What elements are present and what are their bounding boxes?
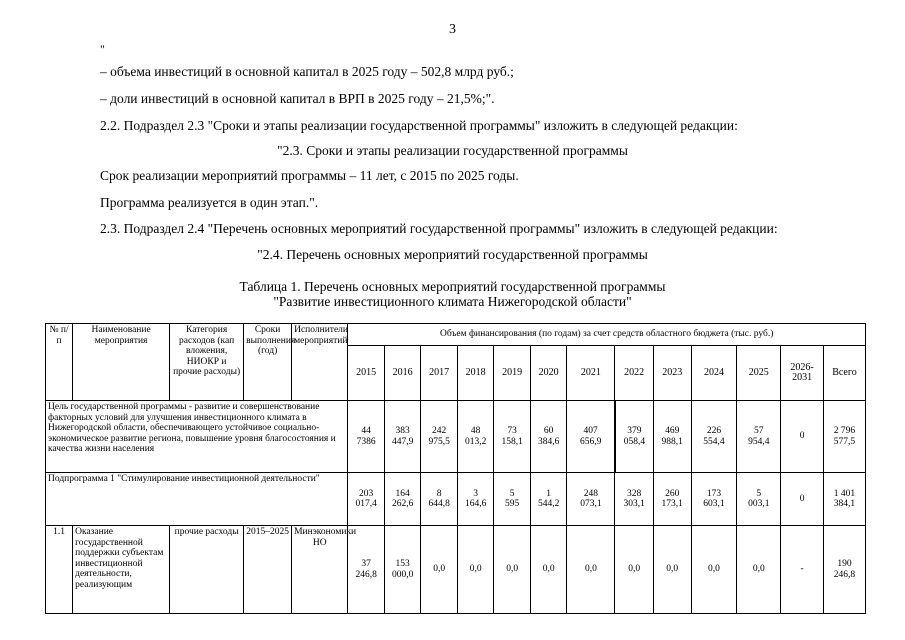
goal-value: 60 384,6	[530, 401, 567, 473]
year-header: 2019	[494, 346, 531, 401]
goal-label: Цель государственной программы - развитие и совершенствование факторных условий для улучшения инвестиционного климата в Нижегородской области, обеспечивающего устойчивое социально-экономическое развитие региона, повышение уровня благосостояния и качества жизни населения	[46, 401, 348, 473]
goal-value: 44 7386	[348, 401, 385, 473]
year-header: 2026-2031	[781, 346, 824, 401]
heading-measures-list: "2.4. Перечень основных мероприятий государственной программы	[257, 247, 648, 262]
year-header: 2022	[615, 346, 654, 401]
subprogram-value: 248 073,1	[567, 473, 615, 526]
page-number: 3	[449, 22, 456, 37]
item-value-total: 190 246,8	[823, 526, 865, 614]
header-row-1	[46, 324, 866, 346]
table-row-subprogram	[46, 473, 866, 526]
subprogram-value: 8 644,8	[421, 473, 458, 526]
year-header: 2023	[653, 346, 691, 401]
paragraph-term: Срок реализации мероприятий программы – 11 лет, с 2015 по 2025 годы.	[100, 168, 519, 183]
subprogram-value: 164 262,6	[384, 473, 421, 526]
year-header: 2024	[691, 346, 737, 401]
item-value: 0,0	[737, 526, 781, 614]
item-value: 0,0	[653, 526, 691, 614]
year-header: 2021	[567, 346, 615, 401]
heading-terms-stages: "2.3. Сроки и этапы реализации государственной программы	[277, 143, 628, 158]
paragraph-subsection-2-4: 2.3. Подраздел 2.4 "Перечень основных мероприятий государственной программы" изложить в следующей редакции:	[100, 221, 778, 236]
measures-table	[45, 323, 866, 614]
table-title-line-2: "Развитие инвестиционного климата Нижегородской области"	[273, 294, 632, 309]
subprogram-value: 1 544,2	[530, 473, 567, 526]
item-executor: Минэкономики НО	[292, 526, 348, 614]
subprogram-value: 260 173,1	[653, 473, 691, 526]
item-value: 0,0	[457, 526, 494, 614]
item-value: 37 246,8	[348, 526, 385, 614]
goal-value: 407 656,9	[567, 401, 615, 473]
paragraph-one-stage: Программа реализуется в один этап.".	[100, 195, 319, 210]
item-category: прочие расходы	[170, 526, 244, 614]
subprogram-value: 5 003,1	[737, 473, 781, 526]
goal-value: 73 158,1	[494, 401, 531, 473]
opening-quote: "	[100, 42, 105, 56]
goal-value: 242 975,5	[421, 401, 458, 473]
goal-value: 379 058,4	[615, 401, 654, 473]
goal-value: 469 988,1	[653, 401, 691, 473]
subprogram-value: 0	[781, 473, 824, 526]
item-value: 0,0	[615, 526, 654, 614]
item-value: 0,0	[530, 526, 567, 614]
table-row-item-1-1	[46, 526, 866, 614]
item-value: 0,0	[567, 526, 615, 614]
goal-value: 226 554,4	[691, 401, 737, 473]
year-header: 2025	[737, 346, 781, 401]
subprogram-label: Подпрограмма 1 "Стимулирование инвестиционной деятельности"	[46, 473, 348, 526]
item-value: -	[781, 526, 824, 614]
goal-value: 48 013,2	[457, 401, 494, 473]
header-funding: Объем финансирования (по годам) за счет средств областного бюджета (тыс. руб.)	[348, 324, 866, 346]
subprogram-value: 173 603,1	[691, 473, 737, 526]
year-header: 2016	[384, 346, 421, 401]
year-header: 2015	[348, 346, 385, 401]
goal-value: 383 447,9	[384, 401, 421, 473]
item-value: 153 000,0	[384, 526, 421, 614]
subprogram-value: 203 017,4	[348, 473, 385, 526]
year-header-total: Всего	[823, 346, 865, 401]
year-header: 2018	[457, 346, 494, 401]
subprogram-value: 328 303,1	[615, 473, 654, 526]
item-name: Оказание государственной поддержки субъектам инвестиционной деятельности, реализующим	[73, 526, 170, 614]
item-value: 0,0	[494, 526, 531, 614]
header-terms: Сроки выполнения (год)	[244, 324, 292, 401]
header-name: Наименование мероприятия	[73, 324, 170, 401]
header-executor: Исполнители мероприятий	[292, 324, 348, 401]
goal-value-total: 2 796 577,5	[823, 401, 865, 473]
paragraph-subsection-2-3: 2.2. Подраздел 2.3 "Сроки и этапы реализации государственной программы" изложить в следующей редакции:	[100, 118, 738, 133]
year-header: 2017	[421, 346, 458, 401]
goal-value: 57 954,4	[737, 401, 781, 473]
subprogram-value-total: 1 401 384,1	[823, 473, 865, 526]
subprogram-value: 5 595	[494, 473, 531, 526]
paragraph-investment-volume: – объема инвестиций в основной капитал в 2025 году – 502,8 млрд руб.;	[100, 64, 514, 79]
item-terms: 2015–2025	[244, 526, 292, 614]
header-category: Категория расходов (кап вложения, НИОКР и прочие расходы)	[170, 324, 244, 401]
table-title	[0, 279, 905, 309]
year-header: 2020	[530, 346, 567, 401]
item-num: 1.1	[46, 526, 73, 614]
item-value: 0,0	[421, 526, 458, 614]
subprogram-value: 3 164,6	[457, 473, 494, 526]
header-num: № п/п	[46, 324, 73, 401]
paragraph-investment-share: – доли инвестиций в основной капитал в ВРП в 2025 году – 21,5%;".	[100, 91, 495, 106]
table-title-line-1: Таблица 1. Перечень основных мероприятий государственной программы	[239, 279, 666, 294]
item-value: 0,0	[691, 526, 737, 614]
goal-value: 0	[781, 401, 824, 473]
table-row-goal	[46, 401, 866, 473]
